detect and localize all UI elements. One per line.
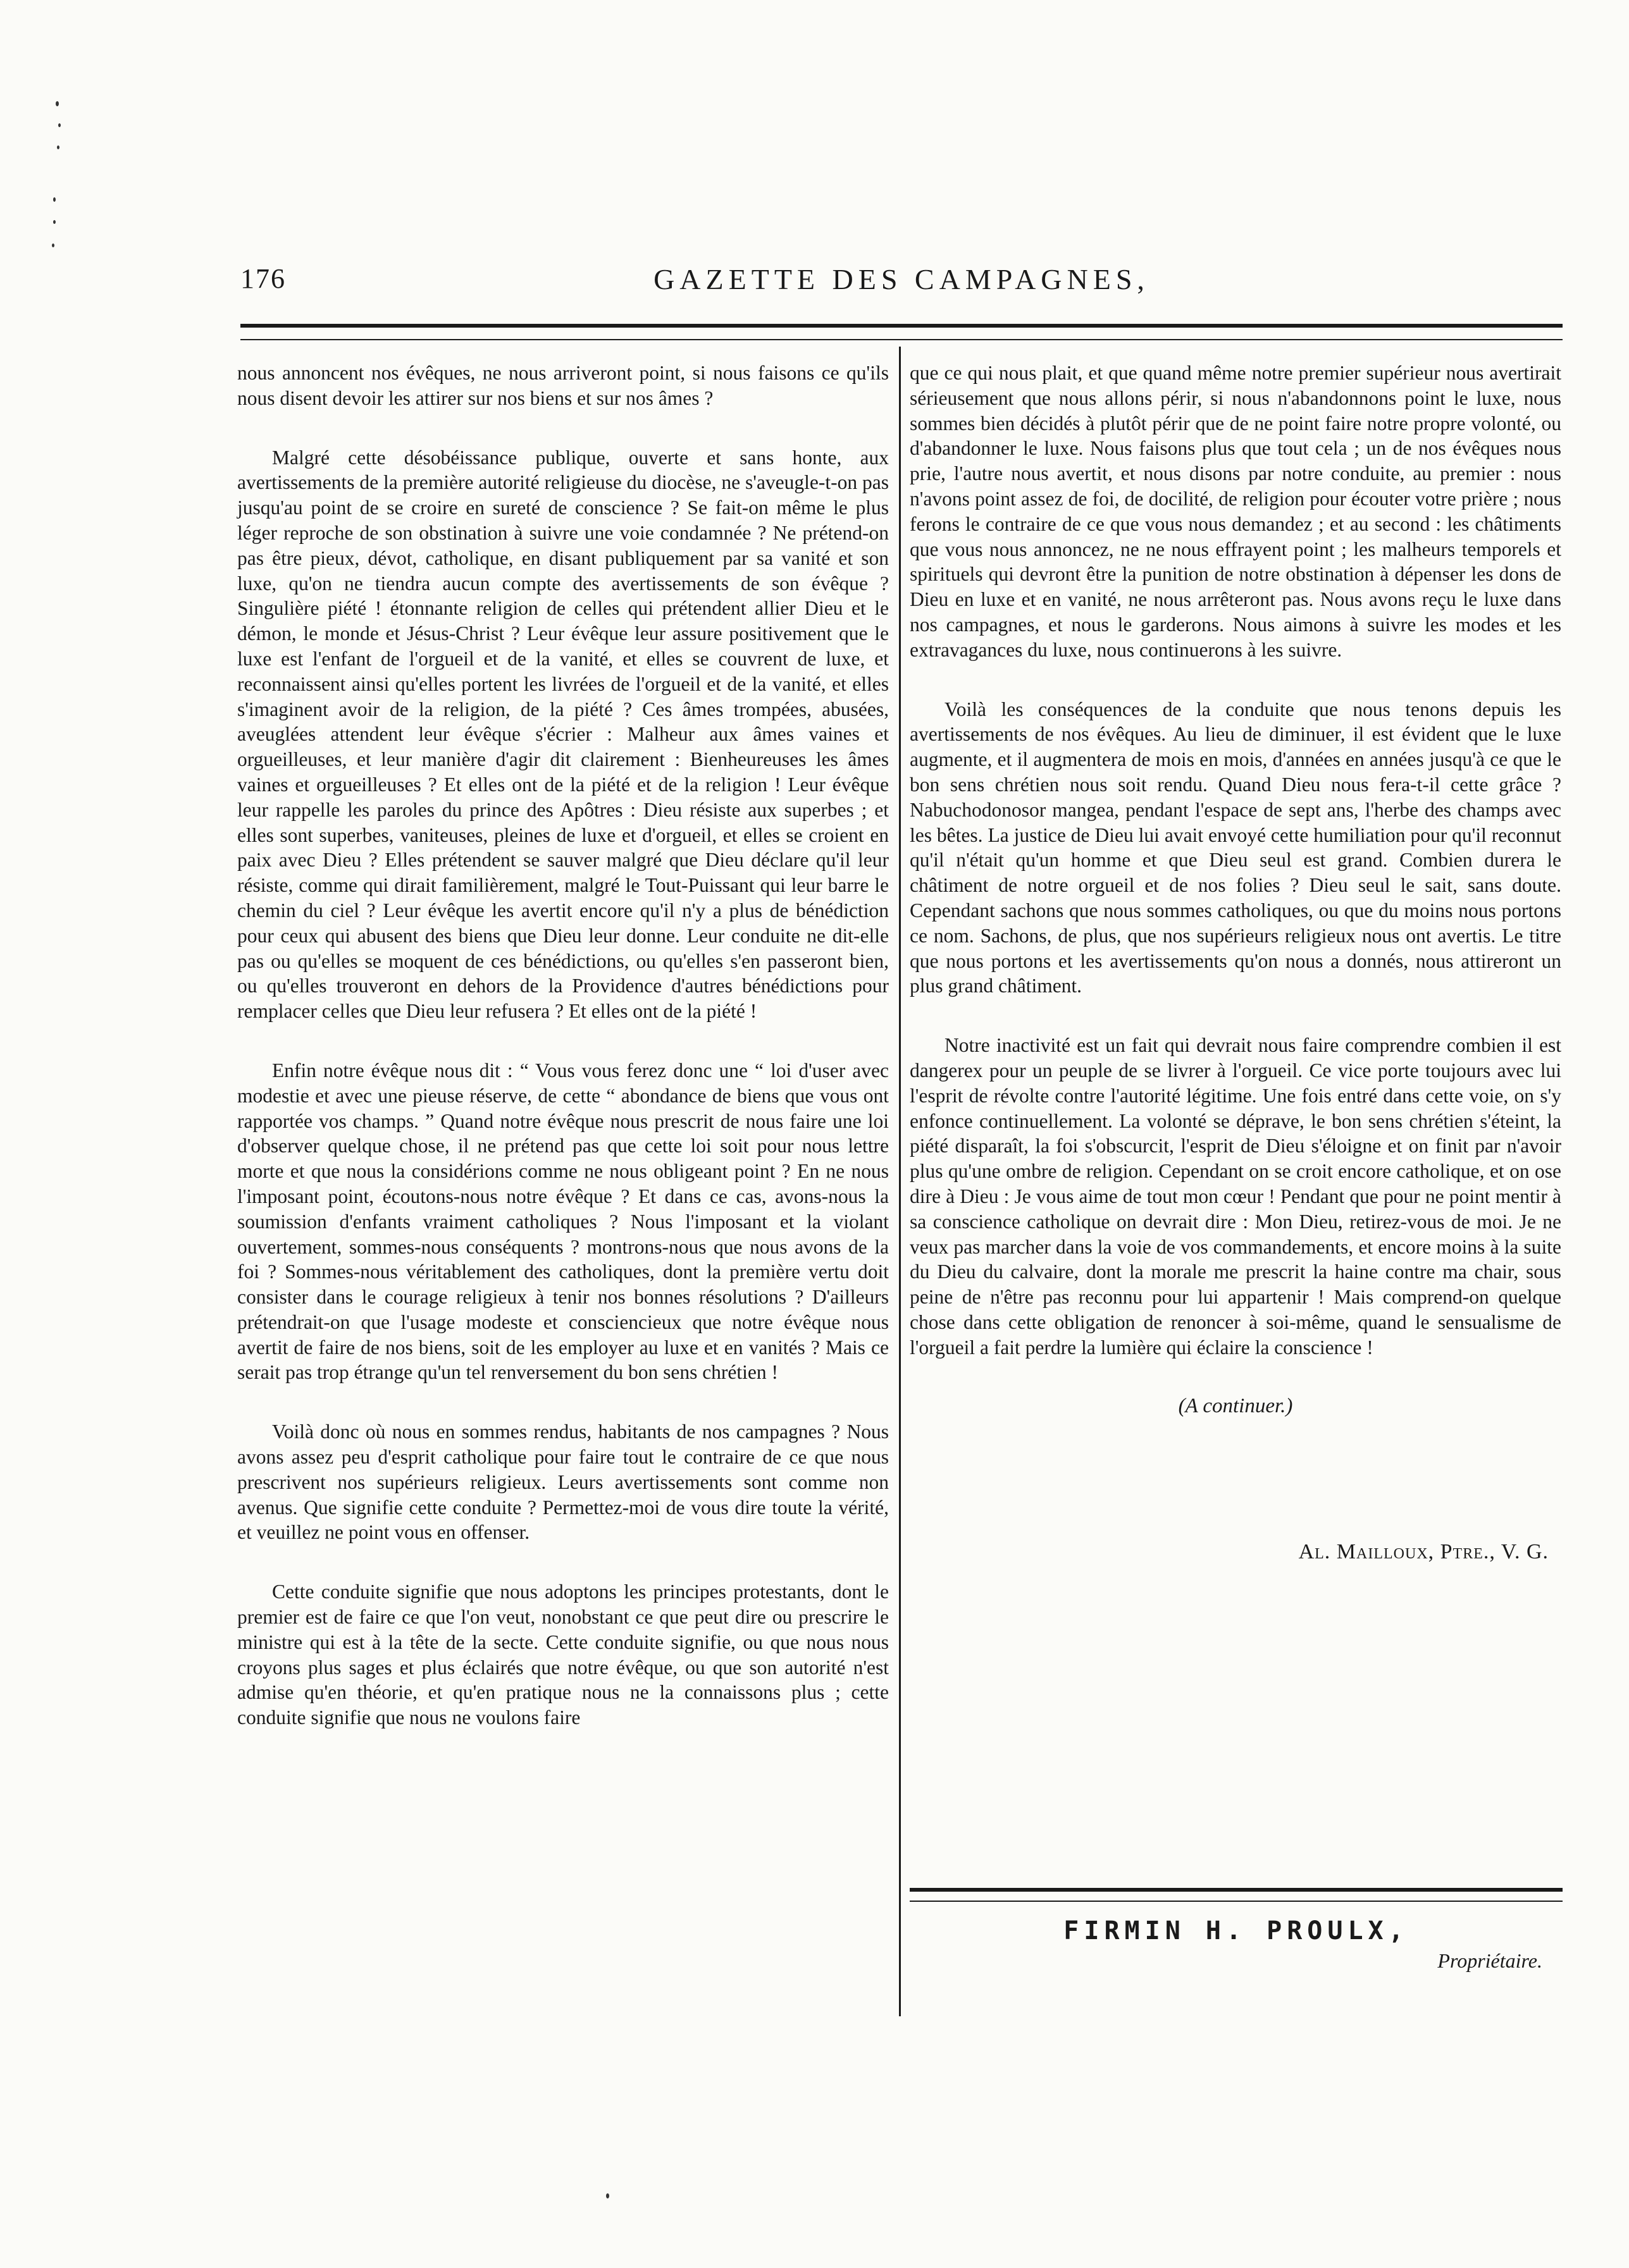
footer-rule (910, 1888, 1563, 1902)
paragraph: Voilà donc où nous en sommes rendus, habitants de nos campagnes ? Nous avons assez peu d'esprit catholique pour faire tout le contraire de ce que nous prescrivent nos supérieurs religieux. Leurs avertissements sont comme non avenus. Que signifie cette conduite ? Permettez-moi de vous dire toute la vérité, et veuillez ne point vous en offenser. (237, 1421, 889, 1544)
paragraph: Notre inactivité est un fait qui devrait nous faire comprendre combien il est dangerex pour un peuple de se livrer à l'orgueil. Ce vice porte toujours avec lui l'esprit de révolte contre l'autorité légitime. Une fois entré dans cette voie, on s'y enfonce continuellement. La volonté se déprave, le bon sens chrétien s'éteint, la piété disparaît, la foi s'obscurcit, l'esprit de Dieu s'éloigne et on finit par n'avoir plus qu'une ombre de religion. Cependant on se croit encore catholique, et on ose dire à Dieu : Je vous aime de tout mon cœur ! Pendant que pour ne point mentir à sa conscience catholique on devrait dire : Mon Dieu, retirez-vous de moi. Je ne veux pas marcher dans la voie de vos commandements, et encore moins à la suite du Dieu du calvaire, dont la morale me prescrit la haine contre ma chair, sous peine de n'être pas reconnu pour lui appartenir ! Mais comprend-on quelque chose dans cette obligation de renoncer à soi-même, quand le sensualisme de l'orgueil a fait perdre la lumière qui éclaire la conscience ! (910, 1034, 1561, 1359)
page-number: 176 (240, 263, 286, 294)
right-column (910, 361, 1561, 1565)
paragraph: Cette conduite signifie que nous adoptons les principes protestants, dont le premier est de faire ce que l'on veut, nonobstant ce que peut dire ou prescrire le ministre qui est à la tête de la secte. Cette conduite signifie, ou que nous nous croyons plus sages et plus éclairés que notre évêque, ou que son autorité n'est admise qu'en théorie, et qu'en pratique nous ne la connaissons plus ; cette conduite signifie que nous ne voulons faire (237, 1581, 889, 1729)
masthead-title: GAZETTE DES CAMPAGNES, (653, 263, 1149, 295)
header-rule (240, 324, 1563, 340)
paragraph: nous annoncent nos évêques, ne nous arriveront point, si nous faisons ce qu'ils nous disent devoir les attirer sur nos biens et sur nos âmes ? (237, 362, 889, 409)
paragraph: Enfin notre évêque nous dit : “ Vous vous ferez donc une “ loi d'user avec modestie et avec une pieuse réserve, de cette “ abondance de biens que vous ont rapportée vos champs. ” Quand notre évêque nous prescrit de nous faire une loi d'observer quelque chose, il ne prétend pas que cette loi soit pour nous lettre morte et que nous la considérions comme ne nous obligeant point ? En ne nous l'imposant point, écoutons-nous notre évêque ? Et dans ce cas, avons-nous la soumission d'enfants vraiment catholiques ? Nous l'imposant et la violant ouvertement, sommes-nous conséquents ? montrons-nous que nous avons de la foi ? Sommes-nous véritablement des catholiques, dont la première vertu doit consister dans le courage religieux à tenir nos bonnes résolutions ? D'ailleurs prétendrait-on que l'usage modeste et consciencieux que notre évêque nous avertit de faire de nos biens, soit de les employer au luxe et en vanités ? Mais ce serait pas trop étrange qu'un tel renversement du bon sens chrétien ! (237, 1059, 889, 1384)
continuation-text: (A continuer.) (1178, 1395, 1293, 1418)
margin-speck (606, 2193, 609, 2198)
margin-speck (56, 101, 59, 106)
paragraph: Voilà les conséquences de la conduite que nous tenons depuis les avertissements de nos évêques. Au lieu de diminuer, il est évident que le luxe augmente, et il augmentera de mois en mois, d'années en années jusqu'à ce que le bon sens chrétien nous soit rendu. Quand Dieu nous fera-t-il cette grâce ? Nabuchodonosor mangea, pendant l'espace de sept ans, l'herbe des champs avec les bêtes. La justice de Dieu lui avait envoyé cette humiliation pour qu'il reconnut qu'il n'était qu'un homme et que Dieu seul est grand. Combien durera le châtiment de notre orgueil et de nos folies ? Dieu seul le sait, sans doute. Cependant sachons que nous sommes catholiques, ou que du moins nous portons ce nom. Sachons, de plus, que nos supérieurs religieux nous ont avertis. Le titre que nous portons et les avertissements qu'on nous a donnés, nous attireront un plus grand châtiment. (910, 698, 1561, 997)
paragraph: que ce qui nous plait, et que quand même notre premier supérieur nous avertirait sérieusement que nous allons périr, si nous n'abandonnons point le luxe, nous sommes bien décidés à plutôt périr que de ne point faire notre propre volonté, ou d'abandonner le luxe. Nous faisons plus que tout cela ; un de nos évêques nous prie, l'autre nous avertit, et nous disons par notre conduite, au premier : nous n'avons point assez de foi, de docilité, de religion pour écouter votre prière ; nous ferons le contraire de ce que vous nous demandez ; et au second : les châtiments que vous nous annoncez, ne ne nous effrayent point ; les malheurs temporels et spirituels qui devront être la punition de notre obstination à dépenser les dons de Dieu en luxe et en vanité, ne nous arrêteront pas. Nous avons reçu le luxe dans nos campagnes, et nous le garderons. Nous aimons à suivre les modes et les extravagances du luxe, nous continuerons à les suivre. (910, 362, 1561, 661)
author-signature (910, 1539, 1561, 1565)
continuation-note (910, 1394, 1561, 1419)
proprietor-name: FIRMIN H. PROULX, (1063, 1916, 1409, 1945)
margin-speck (57, 145, 59, 149)
margin-speck (52, 243, 54, 247)
left-column (237, 361, 889, 1765)
column-divider (899, 347, 901, 2016)
proprietor-title: Propriétaire. (1437, 1949, 1542, 1972)
page-header (240, 262, 1563, 307)
paragraph: Malgré cette désobéissance publique, ouverte et sans honte, aux avertissements de la première autorité religieuse du diocèse, ne s'aveugle-t-on pas jusqu'au point de se croire en sureté de conscience ? Se fait-on même le plus léger reproche de son obstination à suivre une voie condamnée ? Ne prétend-on pas être pieux, dévot, catholique, en disant publiquement par sa vanité et son luxe, qu'on ne tiendra aucun compte des avertissements de son évêque ? Singulière piété ! étonnante religion de celles qui prétendent allier Dieu et le démon, le monde et Jésus-Christ ? Leur évêque leur assure positivement que le luxe est l'enfant de l'orgueil et de la vanité, et elles se couvrent de luxe, et reconnaissent ainsi qu'elles portent les livrées de l'orgueil et de la vanité, et elles s'imaginent avoir de la religion, de la piété ? Ces âmes trompées, abusées, aveuglées attendent leur évêque s'écrier : Malheur aux âmes vaines et orgueilleuses, et leur manière d'agir dit clairement : Bienheureuses les âmes vaines et orgueilleuses ? Et elles ont de la piété et de la religion ! Leur évêque leur rappelle les paroles du prince des Apôtres : Dieu résiste aux superbes ; et elles sont superbes, vaniteuses, pleines de luxe et d'orgueil, et elles se croient en paix avec Dieu ? Elles prétendent se sauver malgré que Dieu déclare qu'il leur résiste, comme qui dirait familièrement, malgré le Tout-Puissant qui leur barre le chemin du ciel ? Leur évêque les avertit encore qu'il n'y a plus de bénédiction pour ceux qui abusent des biens que Dieu leur donne. Leur conduite ne dit-elle pas ou qu'elles se moquent de ces bénédictions, ou qu'elles s'en passeront bien, ou qu'elles trouveront en dehors de la Providence d'autres bénédictions pour remplacer celles que Dieu leur refusera ? Et elles ont de la piété ! (237, 446, 889, 1023)
margin-speck (53, 220, 56, 224)
margin-speck (58, 123, 61, 127)
signature-text: Al. Mailloux, Ptre., V. G. (1298, 1540, 1549, 1564)
margin-speck (53, 197, 56, 202)
